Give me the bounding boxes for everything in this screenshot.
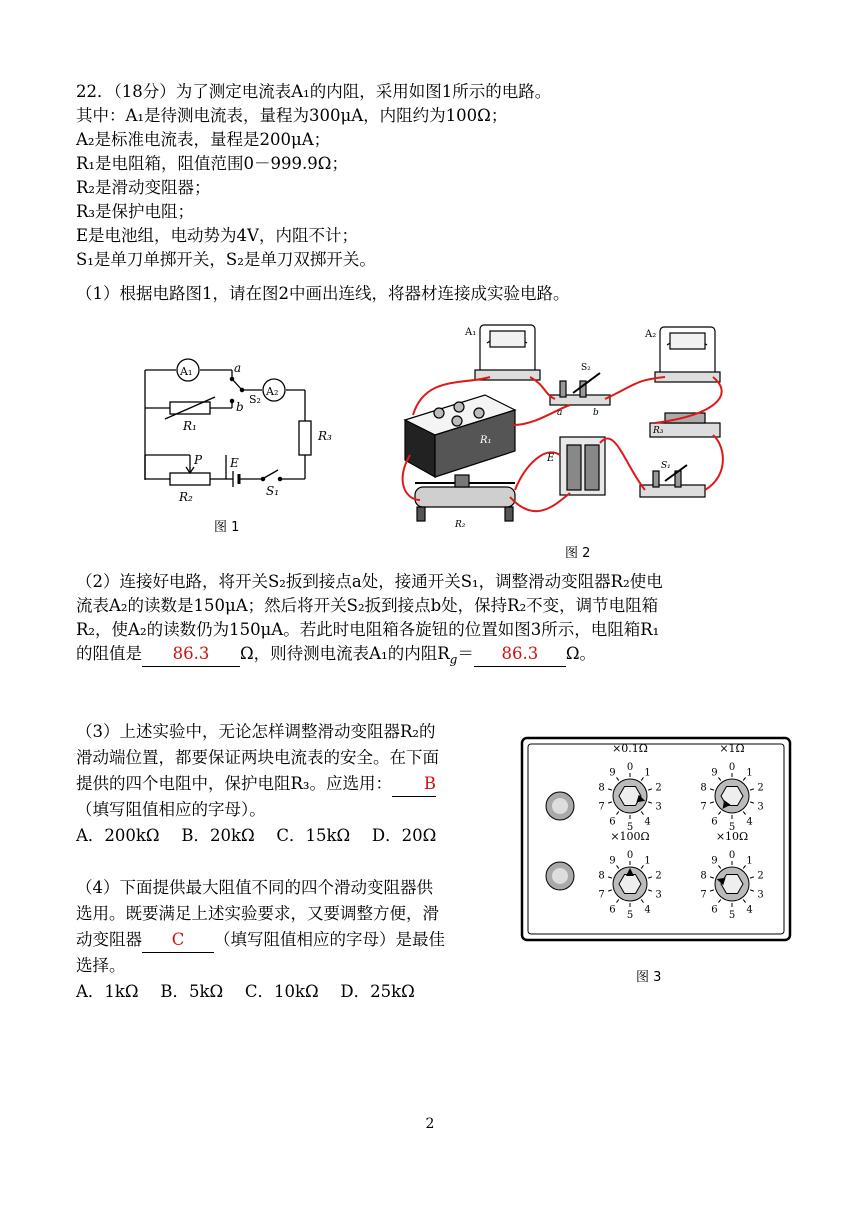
part3-line-4: （填写阻值相应的字母）。 (76, 800, 266, 819)
label-r3: R₃ (318, 429, 332, 443)
dial-hex (721, 875, 743, 894)
dial-digit: 0 (728, 850, 736, 861)
dial-digit: 5 (626, 822, 634, 833)
dial-digit: 1 (746, 767, 753, 779)
dial-hex (619, 787, 641, 806)
figure-3-caption: 图 3 (636, 970, 662, 985)
dial-digit: 4 (644, 904, 651, 916)
dial-digit: 7 (598, 801, 605, 813)
label-a: a (557, 408, 563, 418)
page-number: 2 (425, 1116, 435, 1132)
label-s1: S₁ (266, 484, 280, 498)
dial-digit: 1 (746, 855, 753, 867)
label-e: E (547, 453, 555, 464)
dial-digit: 2 (655, 782, 662, 794)
label-b: b (593, 408, 599, 418)
label-p: P (194, 453, 203, 467)
answer-rheostat: C (142, 928, 214, 953)
part2-line-3: R₂，使A₂的读数仍为150μA。若此时电阻箱各旋钮的位置如图3所示，电阻箱R₁ (76, 620, 660, 639)
label-s1: S₁ (661, 461, 671, 471)
dial-digit: 2 (757, 782, 764, 794)
text-line: R₃是保护电阻； (76, 202, 195, 221)
dial-digit: 4 (644, 816, 651, 828)
dial-label: ×100Ω (610, 830, 650, 843)
dial-digit: 6 (609, 904, 616, 916)
part4-line-3: 动变阻器 C （填写阻值相应的字母）是最佳 (76, 928, 445, 953)
label-a: a (234, 361, 242, 375)
dial-label: ×1Ω (719, 742, 745, 755)
label-s2: S₂ (581, 363, 591, 373)
dial-digit: 2 (757, 870, 764, 882)
label-r3: R₃ (653, 426, 664, 436)
figure-2-caption: 图 2 (565, 546, 591, 561)
dial-digit: 9 (609, 767, 616, 779)
part3-line-1: （3）上述实验中，无论怎样调整滑动变阻器R₂的 (76, 722, 436, 741)
dial-digit: 0 (728, 762, 736, 773)
text-line: R₁是电阻箱，阻值范围0－999.9Ω； (76, 154, 348, 173)
dial-digit: 6 (711, 816, 718, 828)
dial-digit: 5 (728, 910, 736, 921)
part2-line-4: 的阻值是 86.3 Ω，则待测电流表A₁的内阻$R_g= 86.3$ Ω。 (76, 644, 597, 667)
dial-digit: 4 (746, 904, 753, 916)
figure-1-circuit (130, 345, 350, 535)
part3-line-3: 提供的四个电阻中，保护电阻R₃。应选用： B (76, 772, 436, 797)
part3-options: A．200kΩ B．20kΩ C．15kΩ D．20Ω (76, 826, 437, 845)
dial-digit: 8 (598, 782, 605, 794)
dial-digit: 3 (757, 889, 764, 901)
text-line: R₂是滑动变阻器； (76, 178, 211, 197)
dial-digit: 7 (700, 889, 707, 901)
text-line: S₁是单刀单掷开关，S₂是单刀双掷开关。 (76, 250, 376, 269)
question-title: 22．（18分）为了测定电流表A₁的内阻，采用如图1所示的电路。 (76, 82, 552, 101)
dial-digit: 9 (711, 855, 718, 867)
dial-digit: 9 (711, 767, 718, 779)
dial-digit: 5 (626, 910, 634, 921)
dial-digit: 8 (700, 782, 707, 794)
label-r2: R₂ (455, 520, 466, 530)
label-a1: A₁ (465, 327, 477, 338)
part2-line-2: 流表A₂的读数是150μA；然后将开关S₂扳到接点b处，保持R₂不变，调节电阻箱 (76, 596, 659, 615)
dial-digit: 3 (655, 889, 662, 901)
part4-line-2: 选用。既要满足上述实验要求，又要调整方便，滑 (76, 904, 439, 923)
dial-digit: 3 (655, 801, 662, 813)
label-b: b (236, 400, 244, 414)
dial-label: ×0.1Ω (612, 742, 648, 755)
dial-digit: 6 (711, 904, 718, 916)
dial-digit: 8 (700, 870, 707, 882)
dial-digit: 7 (598, 889, 605, 901)
dial-label: ×10Ω (715, 830, 749, 843)
label-e: E (230, 456, 239, 470)
answer-r1: 86.3 (142, 642, 240, 667)
label-r1: R₁ (183, 419, 197, 433)
label-a2: A₂ (266, 385, 279, 398)
text-line: 其中：A₁是待测电流表，量程为300μA，内阻约为100Ω； (76, 106, 508, 125)
dial-digit: 0 (626, 762, 634, 773)
dial-digit: 1 (644, 855, 651, 867)
part4-line-1: （4）下面提供最大阻值不同的四个滑动变阻器供 (76, 878, 433, 897)
part2-line-1: （2）连接好电路，将开关S₂扳到接点a处，接通开关S₁，调整滑动变阻器R₂使电 (76, 572, 663, 591)
dial-digit: 1 (644, 767, 651, 779)
dial-digit: 4 (746, 816, 753, 828)
label-a2: A₂ (645, 329, 657, 340)
label-r1: R₁ (480, 435, 492, 446)
dial-hex (619, 875, 641, 894)
dial-digit: 2 (655, 870, 662, 882)
dial-digit: 9 (609, 855, 616, 867)
dial-digit: 6 (609, 816, 616, 828)
answer-r3: B (392, 772, 436, 797)
figure-2-apparatus (395, 315, 740, 540)
terminal-knob (546, 862, 574, 890)
part3-line-2: 滑动端位置，都要保证两块电流表的安全。在下面 (76, 748, 439, 767)
text-line: A₂是标准电流表，量程是200μA； (76, 130, 331, 149)
dial-digit: 7 (700, 801, 707, 813)
dial-digit: 0 (626, 850, 634, 861)
answer-rg: 86.3 (474, 642, 566, 667)
part4-line-4: 选择。 (76, 956, 126, 975)
dial-digit: 3 (757, 801, 764, 813)
label-a1: A₁ (180, 365, 193, 378)
figure-3-resistance-box (520, 736, 792, 942)
label-s2: S₂ (249, 393, 261, 406)
dial-digit: 5 (728, 822, 736, 833)
part4-options: A．1kΩ B．5kΩ C．10kΩ D．25kΩ (76, 982, 415, 1001)
text-line: E是电池组，电动势为4V，内阻不计； (76, 226, 358, 245)
part1-text: （1）根据电路图1，请在图2中画出连线，将器材连接成实验电路。 (76, 284, 570, 303)
figure-1-caption: 图 1 (214, 520, 240, 535)
terminal-knob (546, 792, 574, 820)
label-r2: R₂ (179, 490, 193, 504)
dial-digit: 8 (598, 870, 605, 882)
